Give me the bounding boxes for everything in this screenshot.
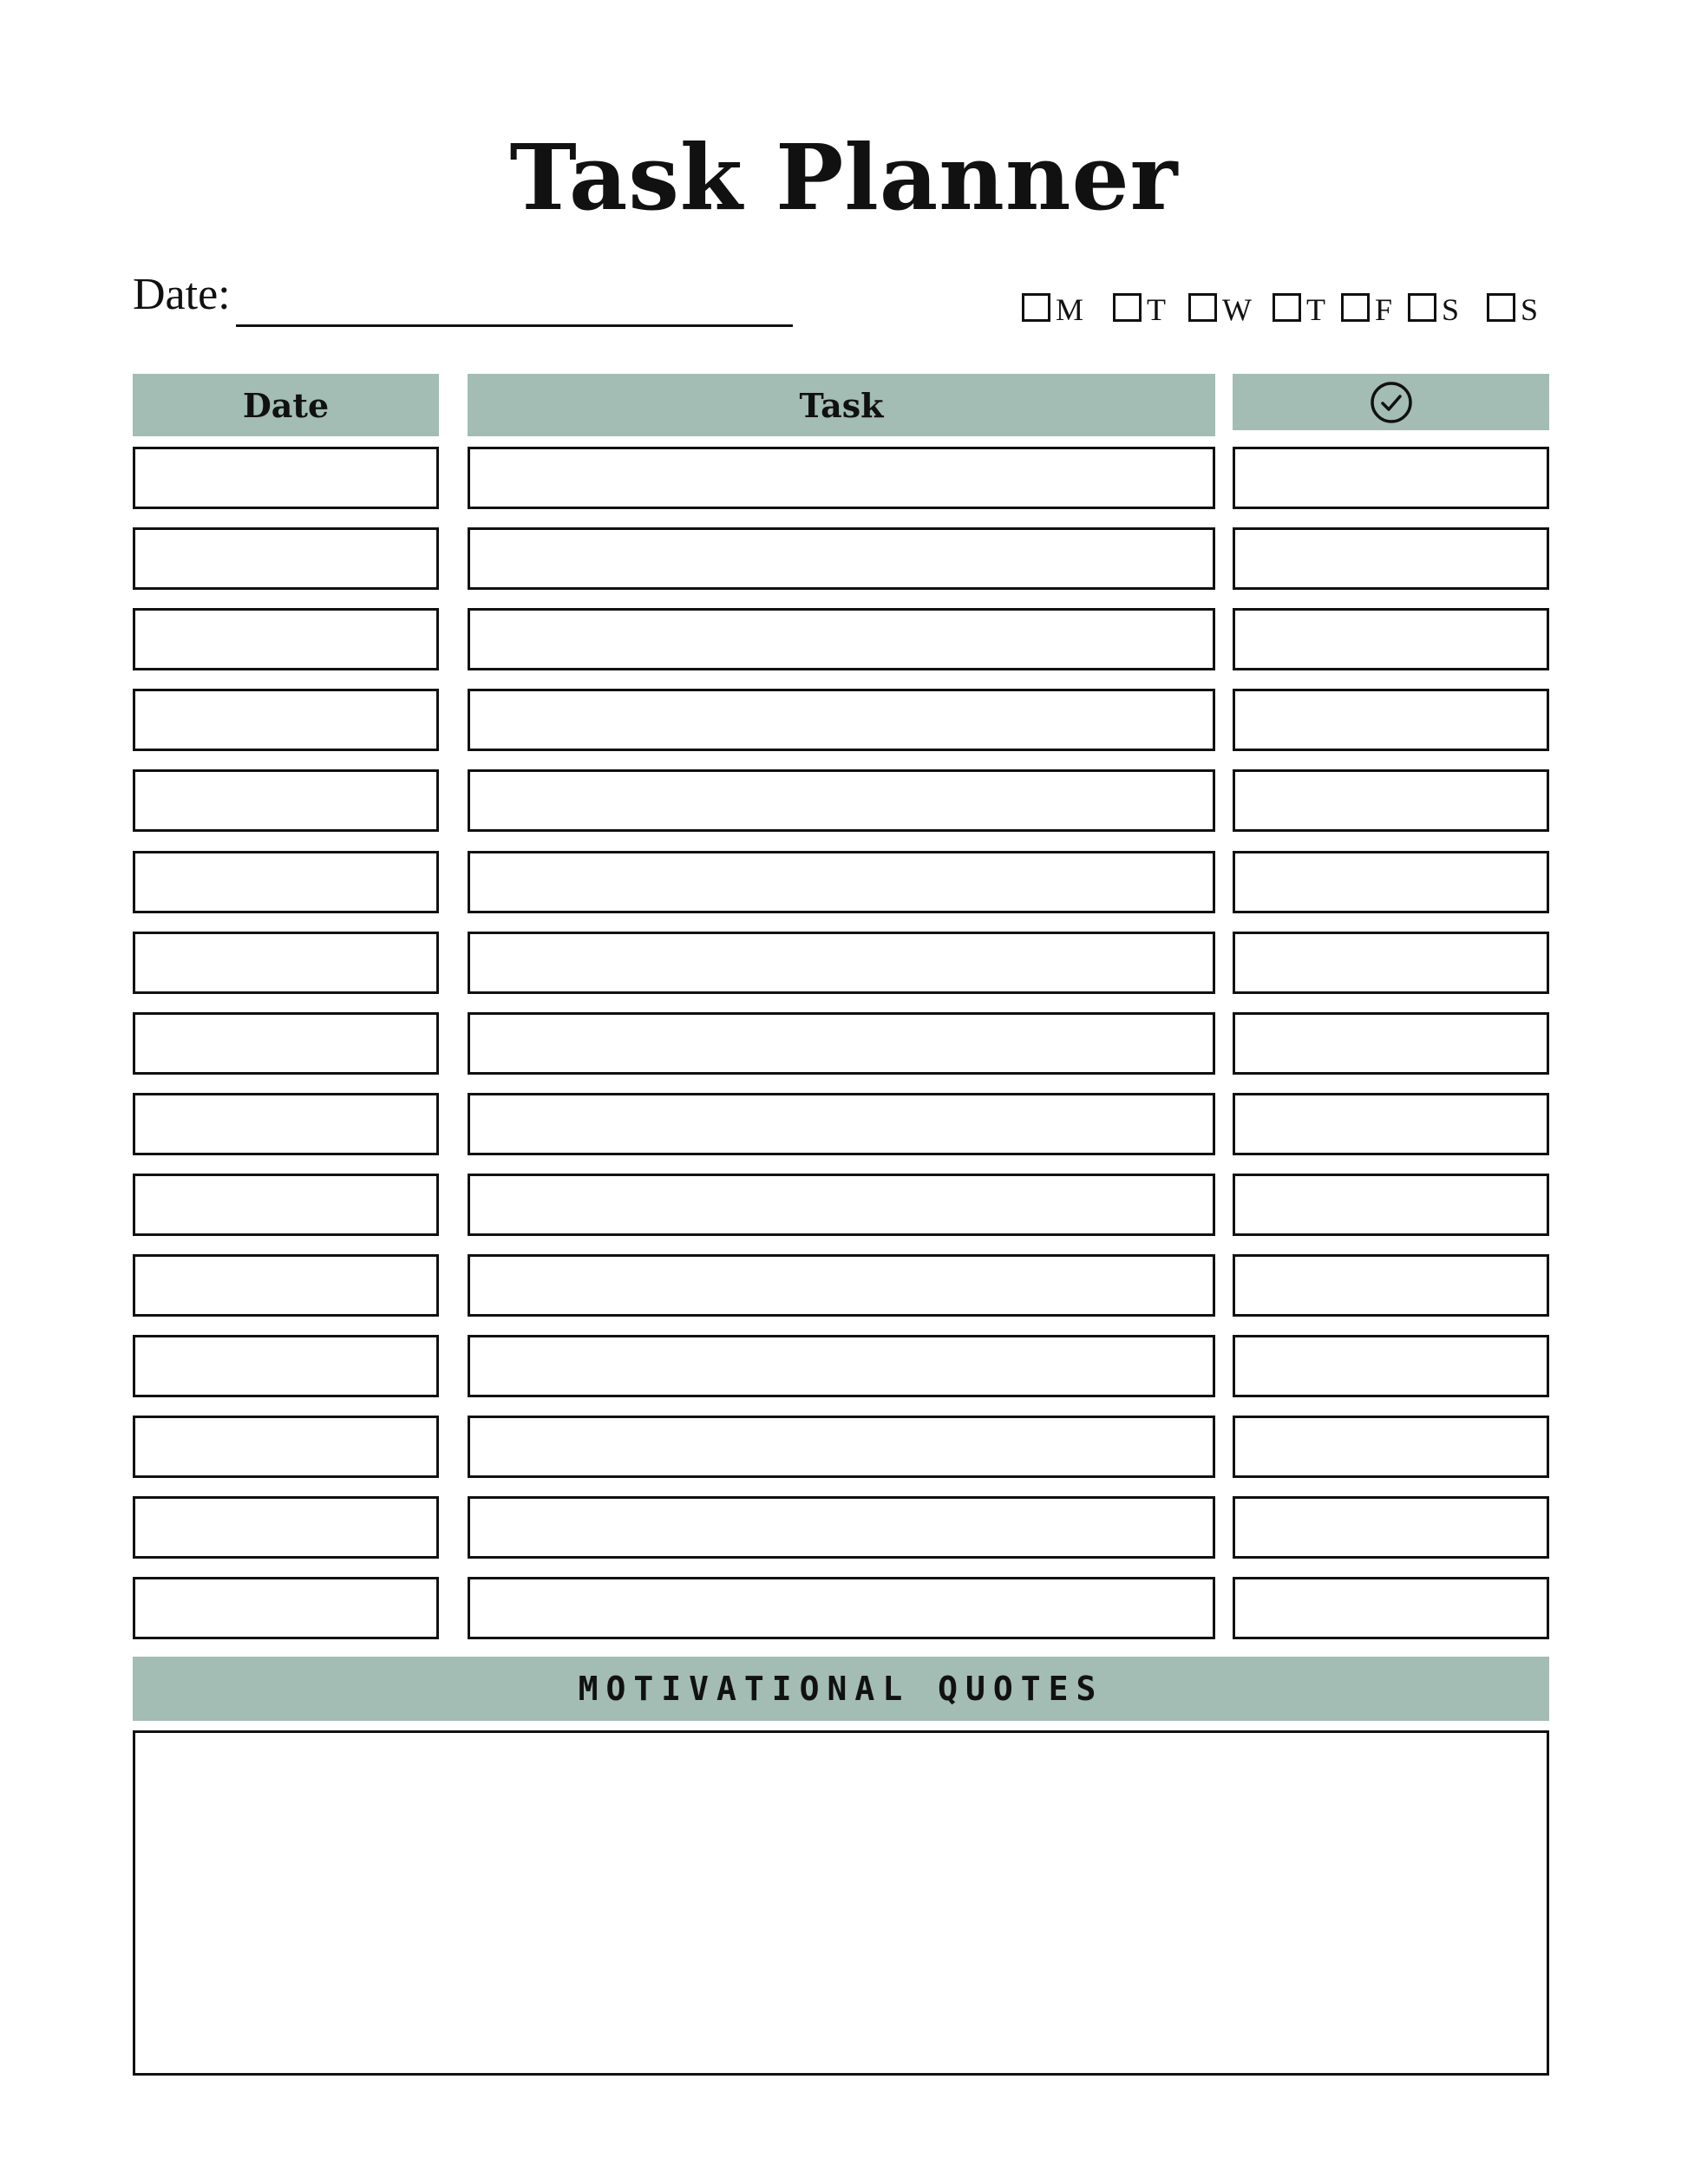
task-cell[interactable]: [468, 932, 1215, 994]
weekday-label: S: [1442, 292, 1460, 327]
weekday-checkbox[interactable]: [1341, 293, 1370, 322]
task-cell[interactable]: [468, 1012, 1215, 1075]
task-cell[interactable]: [468, 851, 1215, 913]
done-column-header: [1233, 374, 1549, 430]
date-cell[interactable]: [133, 932, 439, 994]
weekday-label: W: [1222, 292, 1252, 327]
weekday-item: [1188, 287, 1252, 327]
done-cell[interactable]: [1233, 447, 1549, 509]
weekday-item: [1022, 287, 1084, 327]
date-cell[interactable]: [133, 1174, 439, 1236]
weekday-checkbox[interactable]: [1188, 293, 1217, 322]
weekday-label: M: [1056, 292, 1084, 327]
date-cell[interactable]: [133, 1577, 439, 1639]
done-cell[interactable]: [1233, 1416, 1549, 1478]
weekday-label: F: [1375, 292, 1393, 327]
date-cell[interactable]: [133, 447, 439, 509]
done-cell[interactable]: [1233, 689, 1549, 751]
weekday-item: [1487, 287, 1539, 327]
done-cell[interactable]: [1233, 932, 1549, 994]
date-cell[interactable]: [133, 1496, 439, 1559]
done-cell[interactable]: [1233, 1174, 1549, 1236]
done-cell[interactable]: [1233, 769, 1549, 832]
done-cell[interactable]: [1233, 1496, 1549, 1559]
task-cell[interactable]: [468, 1416, 1215, 1478]
done-cell[interactable]: [1233, 1335, 1549, 1397]
weekday-item: [1273, 287, 1325, 327]
done-cell[interactable]: [1233, 1012, 1549, 1075]
task-cell[interactable]: [468, 689, 1215, 751]
date-cell[interactable]: [133, 769, 439, 832]
done-cell[interactable]: [1233, 1577, 1549, 1639]
done-cell[interactable]: [1233, 527, 1549, 590]
weekday-item: [1113, 287, 1166, 327]
task-cell[interactable]: [468, 1496, 1215, 1559]
check-circle-icon: [1369, 380, 1414, 425]
done-cell[interactable]: [1233, 608, 1549, 670]
task-cell[interactable]: [468, 1335, 1215, 1397]
date-cell[interactable]: [133, 851, 439, 913]
date-cell[interactable]: [133, 1335, 439, 1397]
weekday-checkbox[interactable]: [1022, 293, 1050, 322]
date-cell[interactable]: [133, 1093, 439, 1155]
weekday-item: [1408, 287, 1460, 327]
task-cell[interactable]: [468, 1577, 1215, 1639]
quotes-heading: [133, 1657, 1549, 1721]
weekday-checkbox[interactable]: [1273, 293, 1301, 322]
page-title: Task Planner: [509, 124, 1179, 231]
date-column-header: [133, 374, 439, 436]
date-cell[interactable]: [133, 1416, 439, 1478]
task-column-header: [468, 374, 1215, 436]
task-cell[interactable]: [468, 527, 1215, 590]
date-field[interactable]: [236, 324, 793, 327]
quotes-area[interactable]: [133, 1730, 1549, 2076]
weekday-label: T: [1306, 292, 1325, 327]
date-label: Date:: [133, 270, 231, 319]
weekday-label: S: [1521, 292, 1539, 327]
done-cell[interactable]: [1233, 1254, 1549, 1317]
date-column-header-label: Date: [242, 385, 330, 425]
date-cell[interactable]: [133, 527, 439, 590]
weekday-checkbox[interactable]: [1113, 293, 1142, 322]
weekday-checkbox[interactable]: [1408, 293, 1436, 322]
task-cell[interactable]: [468, 1093, 1215, 1155]
task-cell[interactable]: [468, 447, 1215, 509]
date-cell[interactable]: [133, 1254, 439, 1317]
task-cell[interactable]: [468, 769, 1215, 832]
done-cell[interactable]: [1233, 851, 1549, 913]
date-cell[interactable]: [133, 1012, 439, 1075]
weekday-item: [1341, 287, 1393, 327]
task-column-header-label: Task: [799, 385, 884, 425]
date-cell[interactable]: [133, 689, 439, 751]
quotes-heading-label: MOTIVATIONAL QUOTES: [578, 1670, 1104, 1708]
task-cell[interactable]: [468, 1174, 1215, 1236]
date-cell[interactable]: [133, 608, 439, 670]
done-cell[interactable]: [1233, 1093, 1549, 1155]
task-cell[interactable]: [468, 608, 1215, 670]
weekday-checkbox[interactable]: [1487, 293, 1515, 322]
task-cell[interactable]: [468, 1254, 1215, 1317]
weekday-label: T: [1147, 292, 1166, 327]
